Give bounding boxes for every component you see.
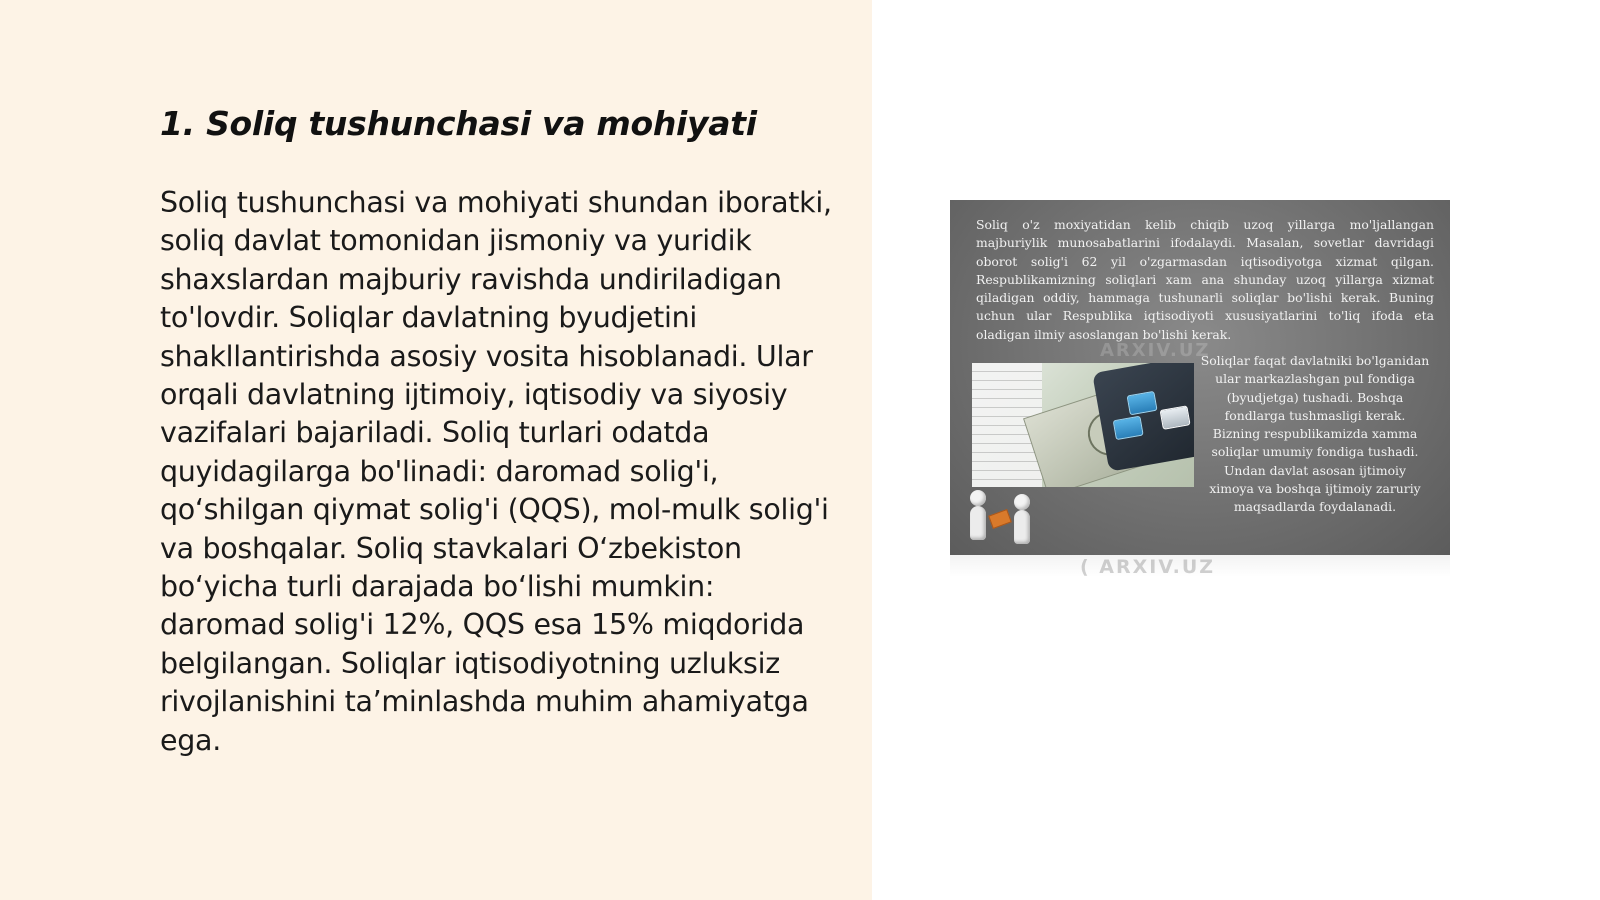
- image-top-paragraph: Soliq o'z moxiyatidan kelib chiqib uzoq yillarga mo'ljallangan majburiylik munosabatlarini ifodalaydi. Masalan, sovetlar davridagi oborot solig'i 62 yil o'zgarmasdan iqtisodiyotga xizmat qilgan. Respublikamizning soliqlari xam ana shunday uzoq yillarga xizmat qiladigan oddiy, hammaga tushunarli soliqlar bo'lishi kerak. Buning uchun ular Respublika iqtisodiyoti xususiyatlarini to'liq ifoda eta oladigan ilmiy asoslangan bo'lishi kerak.: [976, 217, 1434, 342]
- calculator-key: [1160, 405, 1191, 430]
- money-calculator-picture: [972, 363, 1194, 487]
- 3d-figures-exchange-icon: [956, 490, 1046, 555]
- calculator-key: [1127, 391, 1158, 416]
- figure-head: [1014, 494, 1030, 510]
- calculator-icon: [1092, 363, 1194, 472]
- figure-body: [970, 506, 986, 540]
- figure-body: [1014, 510, 1030, 544]
- package-icon: [988, 509, 1012, 529]
- watermark-footer: ( ARXIV.UZ: [1080, 556, 1216, 578]
- watermark: ARXIV.UZ: [1100, 340, 1211, 361]
- image-right-paragraph: Soliqlar faqat davlatniki bo'lganidan ular markazlashgan pul fondiga (byudjetga) tushadi. Boshqa fondlarga tushmasligi kerak. Bizning respublikamizda xamma soliqlar umumiy fondiga tushadi. Undan davlat asosan ijtimoiy ximoya va boshqa ijtimoiy zaruriy maqsadlarda foydalanadi.: [1200, 353, 1430, 515]
- calculator-key: [1113, 416, 1144, 441]
- slide-body-text: Soliq tushunchasi va mohiyati shundan iboratki, soliq davlat tomonidan jismoniy va yuridik shaxslardan majburiy ravishda undiriladigan to'lovdir. Soliqlar davlatning byudjetini shakllantirishda asosiy vosita hisoblanadi. Ular orqali davlatning ijtimoiy, iqtisodiy va siyosiy vazifalari bajariladi. Soliq turlari odatda quyidagilarga bo'linadi: daromad solig'i, qo‘shilgan qiymat solig'i (QQS), mol-mulk solig'i va boshqalar. Soliq stavkalari O‘zbekiston bo‘yicha turli darajada bo‘lishi mumkin: daromad solig'i 12%, QQS esa 15% miqdorida belgilangan. Soliqlar iqtisodiyotning uzluksiz rivojlanishini ta’minlashda muhim ahamiyatga ega.: [160, 186, 832, 757]
- figure-head: [970, 490, 986, 506]
- slide-title: 1. Soliq tushunchasi va mohiyati: [160, 104, 757, 143]
- embedded-slide-image: [950, 200, 1450, 555]
